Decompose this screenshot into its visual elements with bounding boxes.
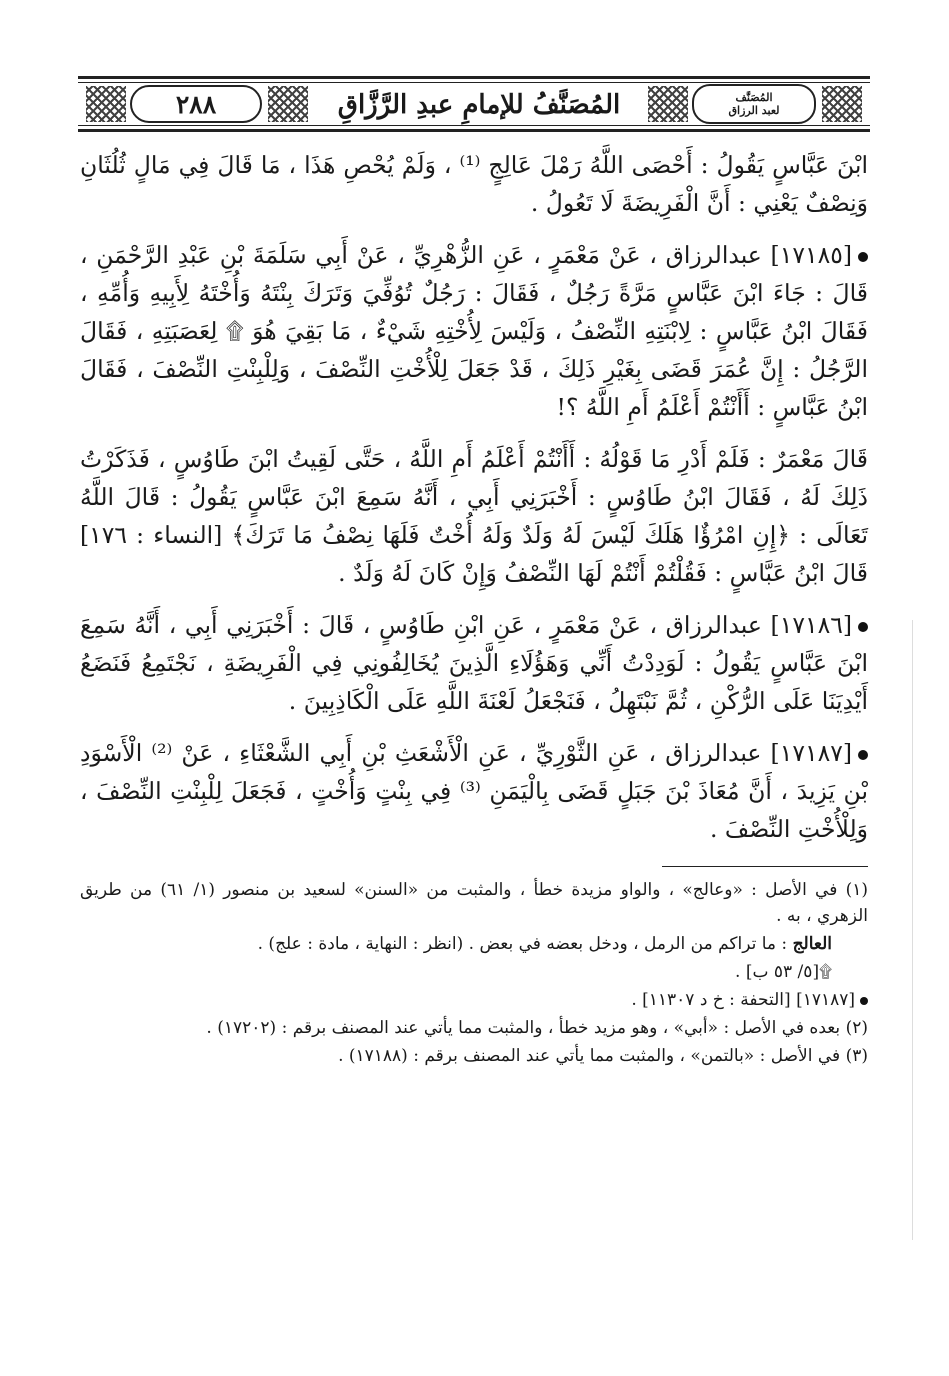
bullet-icon (858, 622, 868, 632)
footnote-3: (٣) في الأصل : «بالتمن» ، والمثبت مما يأتي عند المصنف برقم : (١٧١٨٨) . (338, 1046, 868, 1066)
book-emblem (692, 84, 816, 124)
takhrij-note (80, 987, 868, 1013)
bullet-icon (858, 252, 868, 262)
page-number: ٢٨٨ (130, 85, 262, 123)
hadith-text: [١٧١٨٦] عبدالرزاق ، عَنْ مَعْمَرٍ ، عَنِ ابْنِ طَاوُسٍ ، قَالَ : أَخْبَرَنِي أَبِي ، أَنَّهُ سَمِعَ ابْنَ عَبَّاسٍ يَقُولُ : لَوَدِدْتُ أَنِّي وَهَؤُلَاءِ الَّذِينَ يُخَالِفُونِي فِي الْفَرِيضَةِ ، نَجْتَمِعُ فَنَضَعُ أَيْدِيَنَا عَلَى الرُّكْنِ ، ثُمَّ نَبْتَهِلُ ، فَنَجْعَلُ لَعْنَةَ اللَّهِ عَلَى الْكَاذِبِينَ . (80, 611, 868, 715)
footnote-term: العالج (792, 934, 832, 954)
main-text (80, 146, 868, 1071)
emblem-line-1: المُصَنَّف (735, 91, 773, 104)
margin-line (912, 620, 913, 1240)
takhrij-text: [١٧١٨٧] [التحفة : خ د ١١٣٠٧] . (631, 990, 855, 1010)
paragraph-continuation: ابْنَ عَبَّاسٍ يَقُولُ : أَحْصَى اللَّهُ رَمْلَ عَالِجٍ ⁽¹⁾ ، وَلَمْ يُحْصِ هَذَا ، مَا قَالَ فِي مَالٍ ثُلُثَانِ وَنِصْفٌ يَعْنِي : أَنَّ الْفَرِيضَةَ لَا تَعُولُ . (80, 151, 868, 217)
paragraph-mamar: قَالَ مَعْمَرٌ : فَلَمْ أَدْرِ مَا قَوْلُهُ : أَأَنْتُمْ أَعْلَمُ أَمِ اللَّهُ ، حَتَّى لَقِيتُ ابْنَ طَاوُسٍ ، فَذَكَرْتُ ذَلِكَ لَهُ ، فَقَالَ ابْنُ طَاوُسٍ : أَخْبَرَنِي أَبِي ، أَنَّهُ سَمِعَ ابْنَ عَبَّاسٍ يَقُولُ : قَالَ اللَّهُ تَعَالَى : ﴿إِنِ امْرُؤٌا هَلَكَ لَيْسَ لَهُ وَلَدٌ وَلَهُ أُخْتٌ فَلَهَا نِصْفُ مَا تَرَكَ﴾ [النساء : ١٧٦] قَالَ ابْنُ عَبَّاسٍ : فَقُلْتُمْ أَنْتُمْ لَهَا النِّصْفُ وَإِنْ كَانَ لَهُ وَلَدٌ . (80, 445, 868, 587)
hadith-text: [١٧١٨٥] عبدالرزاق ، عَنْ مَعْمَرٍ ، عَنِ الزُّهْرِيِّ ، عَنْ أَبِي سَلَمَةَ بْنِ عَبْدِ الرَّحْمَنِ ، قَالَ : جَاءَ ابْنَ عَبَّاسٍ مَرَّةً رَجُلٌ ، فَقَالَ : رَجُلٌ تُوُفِّيَ وَتَرَكَ بِنْتَهُ وَأُخْتَهُ لِأَبِيهِ وَأُمِّهِ ، فَقَالَ ابْنُ عَبَّاسٍ : لِابْنَتِهِ النِّصْفُ ، وَلَيْسَ لِأُخْتِهِ شَيْءٌ ، مَا بَقِيَ هُوَ ۩ لِعَصَبَتِهِ ، فَقَالَ الرَّجُلُ : إِنَّ عُمَرَ قَضَى بِغَيْرِ ذَلِكَ ، قَدْ جَعَلَ لِلْأُخْتِ النِّصْفَ ، وَلِلْبِنْتِ النِّصْفَ ، فَقَالَ ابْنُ عَبَّاسٍ : أَأَنْتُمْ أَعْلَمُ أَمِ اللَّهُ ؟! (80, 241, 868, 421)
hadith-entry-17186 (80, 606, 868, 720)
footnote-2: (٢) بعده في الأصل : «أبي» ، وهو مزيد خطأ ، والمثبت مما يأتي عند المصنف برقم : (١٧٢٠٢) . (206, 1018, 868, 1038)
bullet-icon (860, 997, 868, 1005)
footnote-1-definition (80, 931, 868, 957)
hadith-text: [١٧١٨٧] عبدالرزاق ، عَنِ الثَّوْرِيِّ ، عَنِ الْأَشْعَثِ بْنِ أَبِي الشَّعْثَاءِ ، عَنْ ⁽²⁾ الْأَسْوَدِ بْنِ يَزِيدَ ، أَنَّ مُعَاذَ بْنَ جَبَلٍ قَضَى بِالْيَمَنِ ⁽³⁾ فِي بِنْتٍ وَأُخْتٍ ، فَجَعَلَ لِلْبِنْتِ النِّصْفَ ، وَلِلْأُخْتِ النِّصْفَ . (80, 739, 868, 843)
ornament-icon (822, 86, 862, 122)
page-header (78, 76, 870, 132)
footnote-term-definition: : ما تراكم من الرمل ، ودخل بعضه في بعض . (انظر : النهاية ، مادة : علج) . (257, 934, 788, 954)
footnote-1: (١) في الأصل : «وعالج» ، والواو مزيدة خطأ ، والمثبت من «السنن» لسعيد بن منصور (١/ ٦١) من طريق الزهري ، به . (80, 880, 868, 926)
footnote-separator (662, 866, 868, 867)
footnote-1-reference: ۩[٥/ ٥٣ ب] . (735, 962, 832, 982)
ornament-icon (86, 86, 126, 122)
bullet-icon (858, 750, 868, 760)
ornament-icon (268, 86, 308, 122)
emblem-line-2: لعبد الرزاق (728, 104, 780, 117)
hadith-entry-17187 (80, 734, 868, 848)
hadith-entry-17185 (80, 236, 868, 426)
book-title: المُصَنَّفُ للإمامِ عبدِ الرَّزَّاقِ (337, 90, 621, 120)
ornament-icon (648, 86, 688, 122)
